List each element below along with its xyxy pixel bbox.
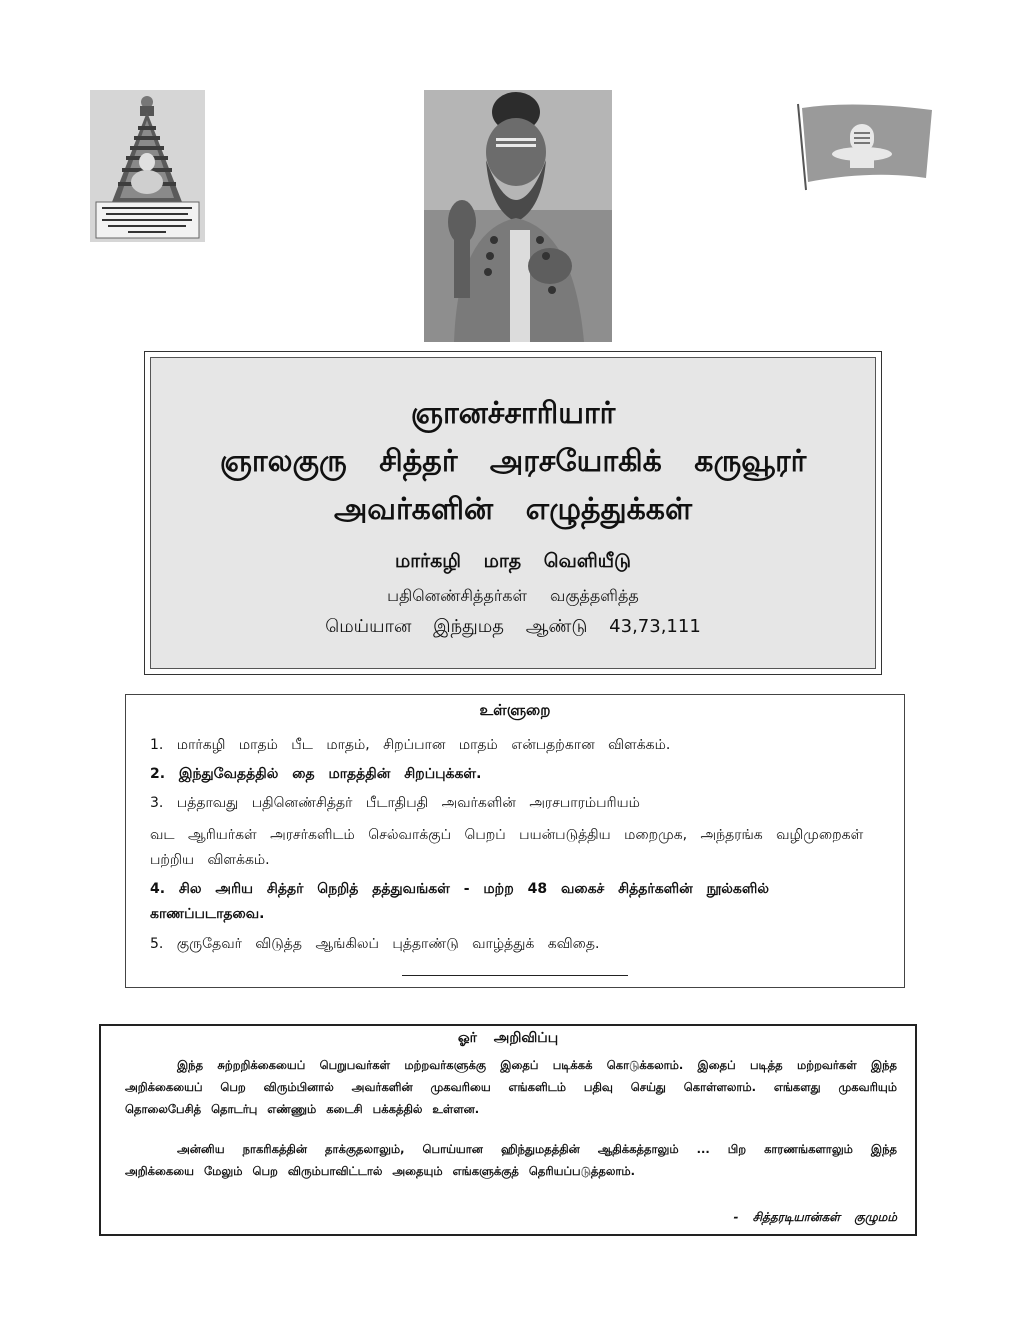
portrait-drawing <box>424 90 612 342</box>
contents-item: 1. மார்கழி மாதம் பீட மாதம், சிறப்பான மாதம் என்பதற்கான விளக்கம். <box>150 737 671 753</box>
hindu-year-label: மெய்யான இந்துமத ஆண்டு 43,73,111 <box>325 616 701 637</box>
contents-box <box>125 694 905 988</box>
notice-paragraph: அன்னிய நாகரிகத்தின் தாக்குதலாலும், பொய்யான ஹிந்துமதத்தின் ஆதிக்கத்தாலும் ... பிற காரணங்களாலும் இந்த அறிக்கையை மேலும் பெற விரும்பாவிட்டால் அதையும் எங்களுக்குத் தெரியப்படுத்தலாம். <box>125 1142 897 1178</box>
contents-item: 2. இந்துவேதத்தில் தை மாதத்தின் சிறப்புக்கள். <box>150 766 482 782</box>
flag-emblem-image <box>792 98 934 194</box>
contents-heading: உள்ளுறை <box>479 701 551 719</box>
title-line-2: ஞாலகுரு சித்தர் அரசயோகிக் கருவூரர் <box>219 444 807 479</box>
notice-box <box>99 1024 917 1236</box>
title-box <box>150 357 876 669</box>
notice-heading: ஓர் அறிவிப்பு <box>457 1030 559 1046</box>
notice-paragraph: இந்த சுற்றறிக்கையைப் பெறுபவர்கள் மற்றவர்களுக்கு இதைப் படிக்கக் கொடுக்கலாம். இதைப் படித்த மற்றவர்கள் இந்த அறிக்கையைப் பெற விரும்பினால் அவர்களின் முகவரியை எங்களிடம் பதிவு செய்து கொள்ளலாம். எங்களது முகவரியும் தொலைபேசித் தொடர்பு எண்ணும் கடைசி பக்கத்தில் உள்ளன. <box>125 1058 897 1116</box>
title-line-1: ஞானச்சாரியார் <box>410 396 616 431</box>
divider-line <box>402 975 628 976</box>
flag-drawing <box>792 98 934 194</box>
contents-item: 3. பத்தாவது பதினெண்சித்தர் பீடாதிபதி அவர்களின் அரசபாரம்பரியம் <box>150 795 640 811</box>
temple-drawing <box>90 90 205 242</box>
guru-portrait-photo <box>424 90 612 342</box>
contents-item: 5. குருதேவர் விடுத்த ஆங்கிலப் புத்தாண்டு வாழ்த்துக் கவிதை. <box>150 936 600 952</box>
notice-signature: - சித்தரடியான்கள் குழுமம் <box>733 1210 897 1224</box>
temple-image <box>90 90 205 242</box>
contents-item-continuation: வட ஆரியர்கள் அரசர்களிடம் செல்வாக்குப் பெறப் பயன்படுத்திய மறைமுக, அந்தரங்க வழிமுறைகள் பற்றிய விளக்கம். <box>150 827 864 868</box>
calendar-source-label: பதினெண்சித்தர்கள் வகுத்தளித்த <box>387 586 639 605</box>
issue-month-label: மார்கழி மாத வெளியீடு <box>394 550 632 572</box>
contents-item: 4. சில அரிய சித்தர் நெறித் தத்துவங்கள் - மற்ற 48 வகைச் சித்தர்களின் நூல்களில் காணப்படாதவை. <box>150 881 769 922</box>
title-frame <box>144 351 882 675</box>
title-line-3: அவர்களின் எழுத்துக்கள் <box>333 492 693 527</box>
